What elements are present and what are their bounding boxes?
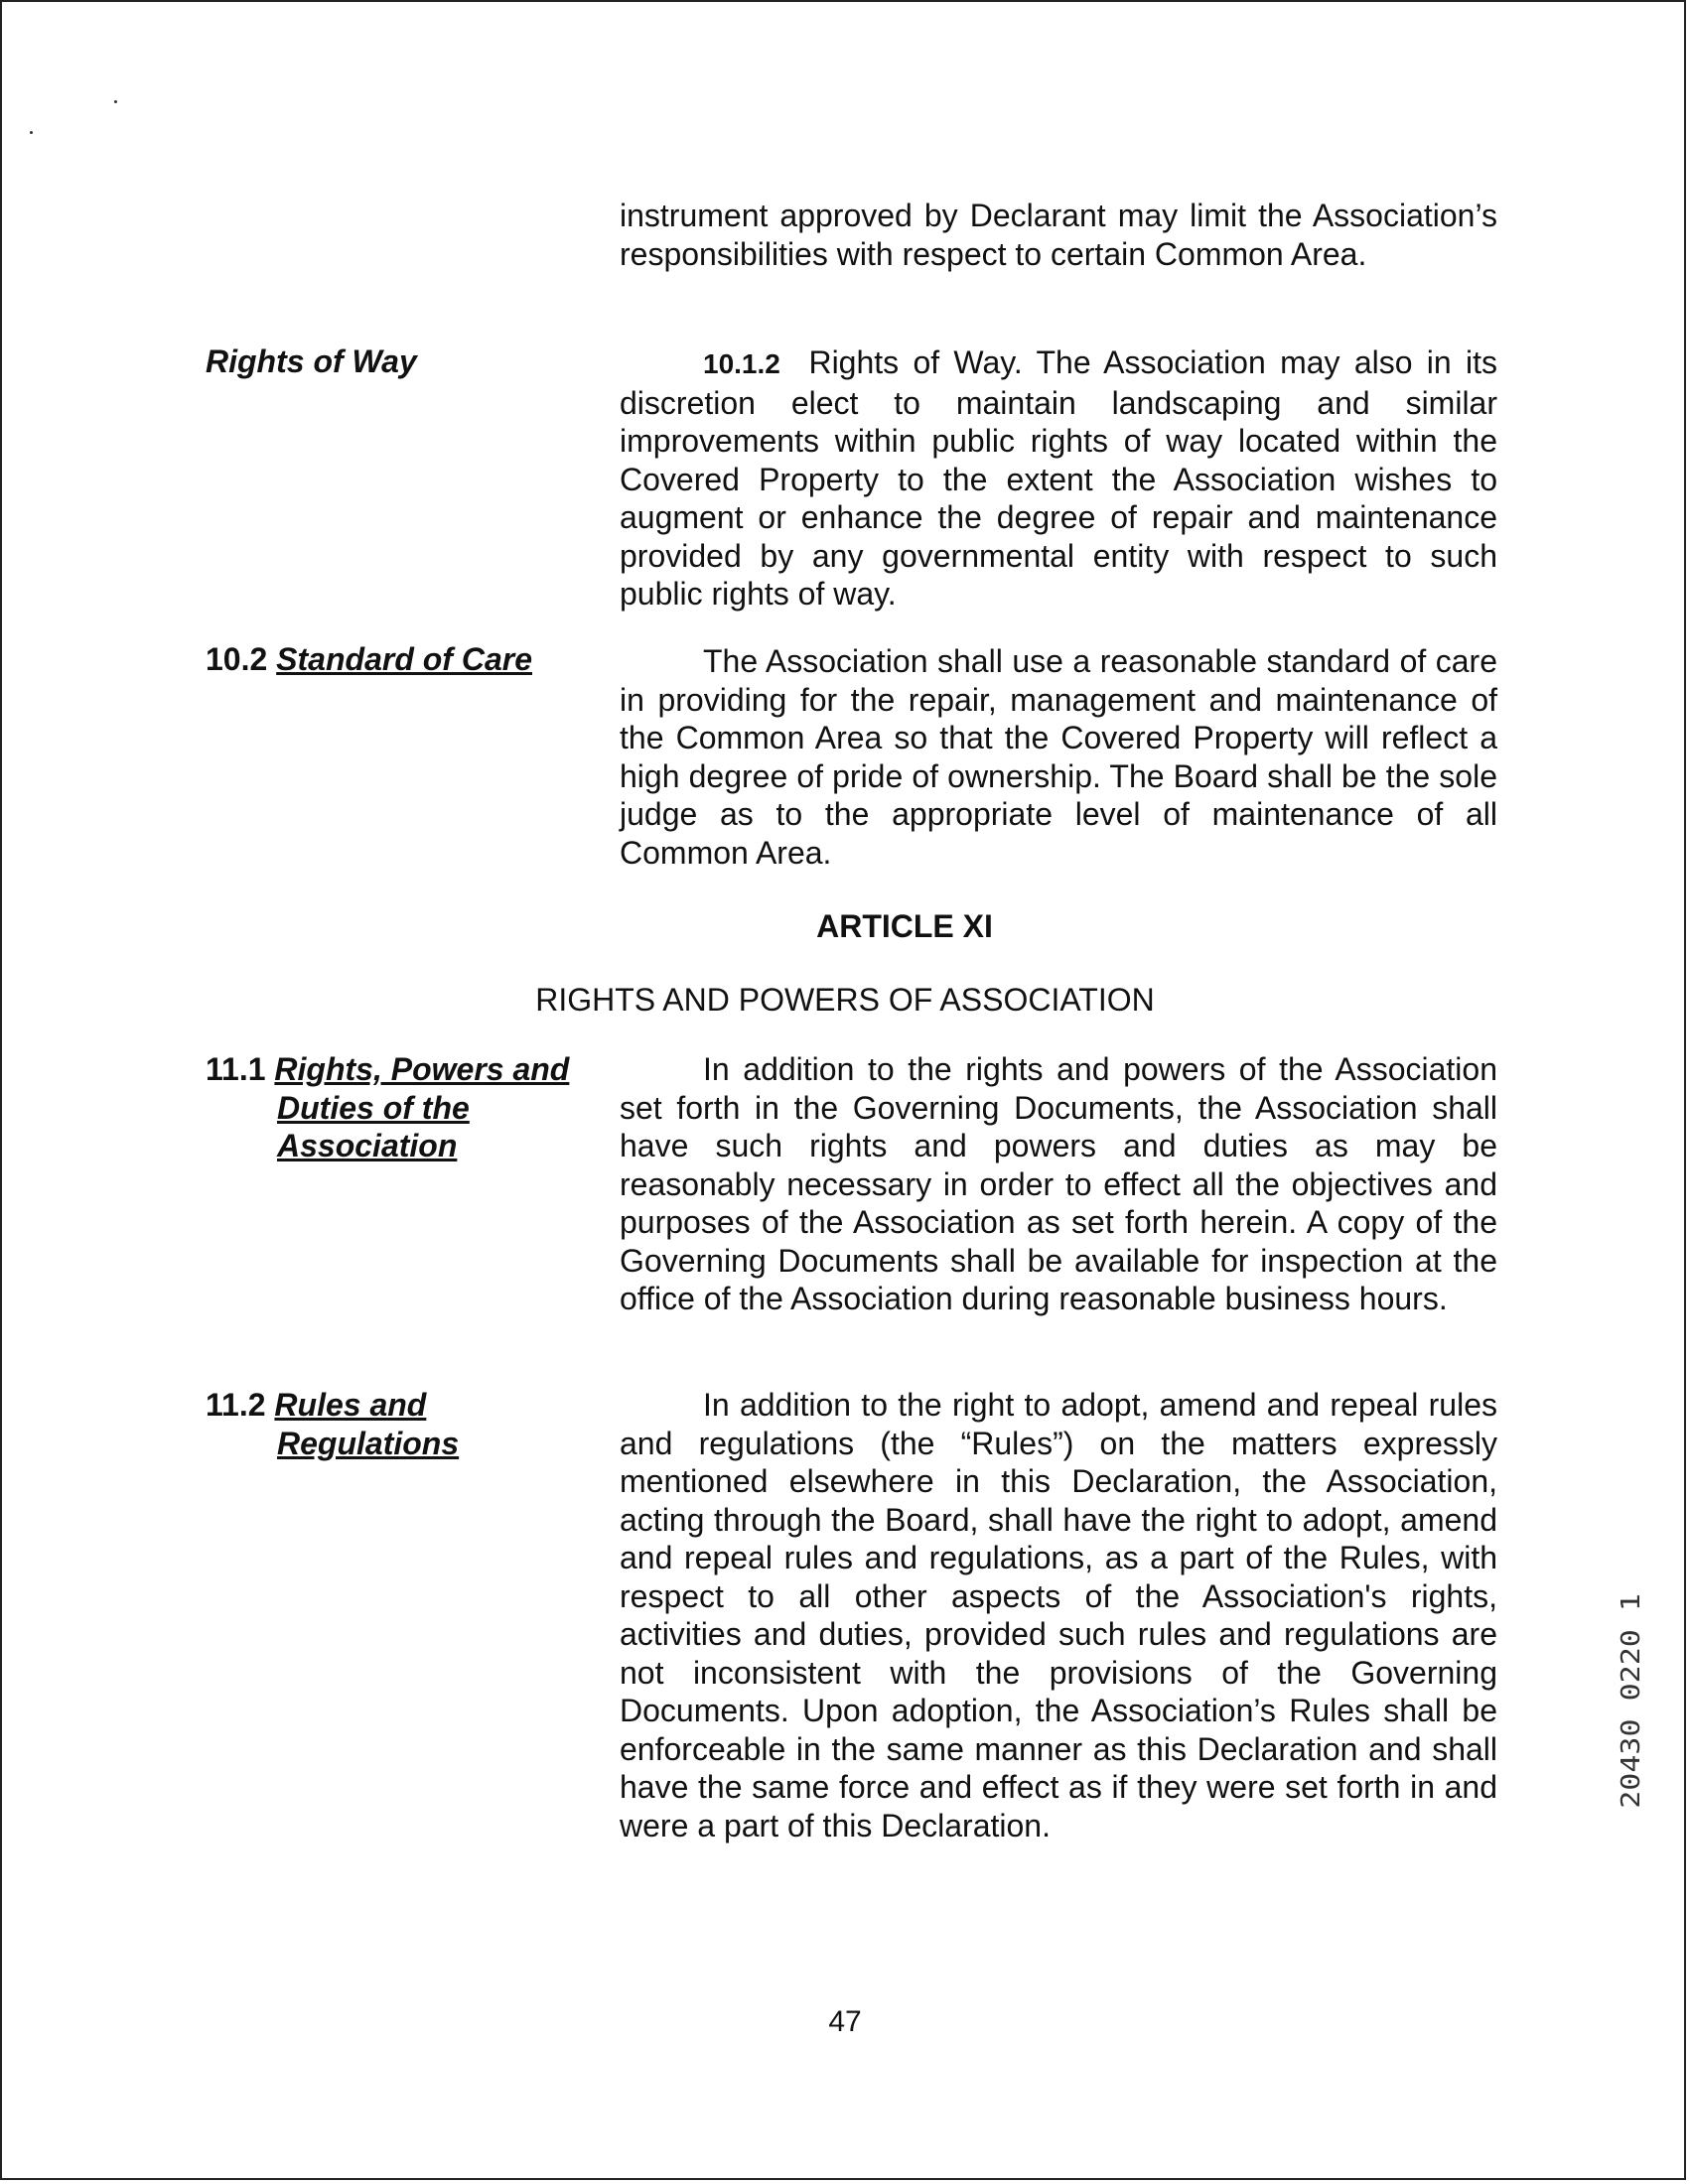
rights-of-way-number: 10.1.2 <box>703 348 780 379</box>
rights-of-way-heading <box>206 342 417 381</box>
rules-regulations-heading <box>206 1386 459 1462</box>
rights-of-way-body: Rights of Way. The Association may also in its discretion elect to maintain landscaping and similar improvements within public rights of way located within the Covered Property to the extent the Association wishes to augment or enhance the degree of repair and maintenance provided by any governmental entity with respect to such public rights of way. <box>620 344 1498 612</box>
scan-speck <box>114 100 117 103</box>
rules-regulations-title-line1: Rules and <box>274 1387 427 1423</box>
rules-regulations-title-line2: Regulations <box>277 1425 460 1461</box>
standard-of-care-title: Standard of Care <box>276 641 532 677</box>
rules-regulations-number: 11.2 <box>206 1387 266 1423</box>
standard-of-care-heading <box>206 640 532 679</box>
rights-powers-duties-number: 11.1 <box>206 1051 266 1087</box>
margin-stamp-text: 20430 0220 1 <box>1616 1593 1646 1809</box>
standard-of-care-number: 10.2 <box>206 641 268 677</box>
rights-powers-duties-paragraph: In addition to the rights and powers of the Association set forth in the Governing Documents, the Association shall have such rights and powers and duties as may be reasonably necessary in order to effect all the objectives and purposes of the Association as set forth herein. A copy of the Governing Documents shall be available for inspection at the office of the Association during reasonable business hours. <box>620 1051 1497 1316</box>
rules-regulations-paragraph: In addition to the right to adopt, amend and repeal rules and regulations (the “Rules”) on the matters expressly mentioned elsewhere in this Declaration, the Association, acting through the Board, shall have the right to adopt, amend and repeal rules and regulations, as a part of the Rules, with respect to all other aspects of the Association's rights, activities and duties, provided such rules and regulations are not inconsistent with the provisions of the Governing Documents. Upon adoption, the Association’s Rules shall be enforceable in the same manner as this Declaration and shall have the same force and effect as if they were set forth in and were a part of this Declaration. <box>620 1387 1497 1843</box>
margin-stamp <box>1616 1593 1655 1809</box>
rights-of-way-heading-text: Rights of Way <box>206 343 417 379</box>
rights-powers-duties-title-line2: Duties of the <box>277 1089 470 1126</box>
rights-powers-duties-heading <box>206 1050 569 1165</box>
rights-of-way-paragraph <box>620 343 1497 614</box>
article-caption: RIGHTS AND POWERS OF ASSOCIATION <box>535 982 1155 1018</box>
rights-powers-duties-title-line1: Rights, Powers and <box>274 1051 570 1087</box>
rights-powers-duties-title-line3: Association <box>277 1128 458 1163</box>
scan-speck <box>30 131 33 134</box>
article-title: ARTICLE XI <box>816 908 993 944</box>
page-number: 47 <box>828 2005 862 2038</box>
continuation-paragraph: instrument approved by Declarant may limit the Association’s responsibilities with respect to certain Common Area. <box>620 198 1497 272</box>
standard-of-care-paragraph: The Association shall use a reasonable standard of care in providing for the repair, management and maintenance of the Common Area so that the Covered Property will reflect a high degree of pride of ownership. The Board shall be the sole judge as to the appropriate level of maintenance of all Common Area. <box>620 643 1497 871</box>
